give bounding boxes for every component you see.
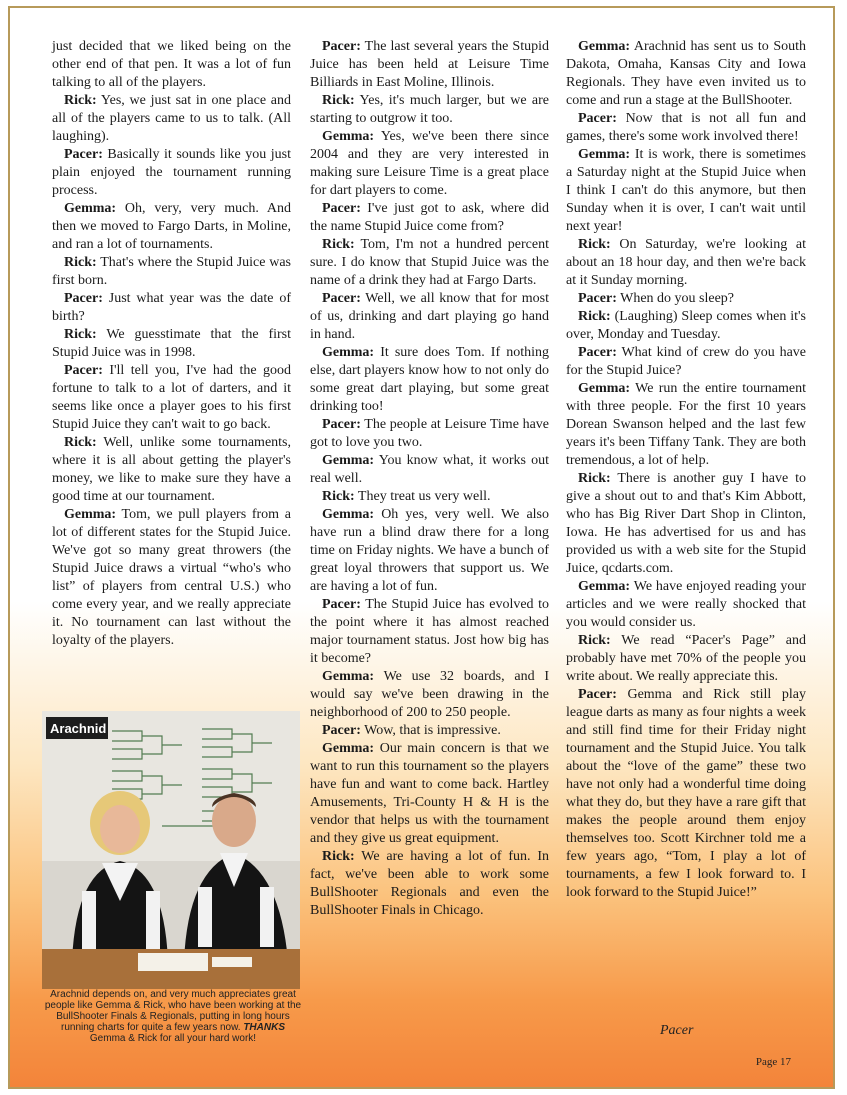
article-paragraph	[52, 38, 291, 92]
speaker-name: Rick:	[578, 309, 611, 324]
article-paragraph	[310, 92, 549, 128]
article-paragraph	[52, 254, 291, 290]
speaker-name: Gemma:	[322, 453, 375, 468]
speaker-name: Rick:	[64, 255, 97, 270]
paragraph-text: You know what, it works out real well.	[310, 453, 549, 486]
speaker-name: Pacer:	[322, 723, 361, 738]
caption-thanks: THANKS	[243, 1022, 285, 1033]
paragraph-text: Yes, it's much larger, but we are starting to outgrow it too.	[310, 93, 550, 126]
speaker-name: Pacer:	[578, 111, 617, 126]
paragraph-text: When do you sleep?	[620, 291, 735, 306]
paragraph-text: Gemma and Rick still play league darts as many as four nights a week and still find time for their Friday night tournament and the Stupid Juice. You talk about the “love of the game” these two have not only had a wonderful time doing what they do, but they have a rare gift that makes the people around them enjoy themselves too. Scott Kirchner told me a few years ago, “Tom, I play a lot of tournaments, a few I look forward to. I look forward to the Stupid Juice!”	[566, 687, 806, 900]
article-paragraph	[566, 110, 806, 146]
paragraph-text: They treat us very well.	[357, 489, 491, 504]
paragraph-text: The people at Leisure Time have got to love you two.	[310, 417, 549, 450]
paragraph-text: (Laughing) Sleep comes when it's over, Monday and Tuesday.	[566, 309, 806, 342]
article-paragraph	[52, 434, 291, 506]
paragraph-text: We use 32 boards, and I would say we've been drawing in the neighborhood of 200 to 250 people.	[310, 669, 549, 720]
speaker-name: Pacer:	[578, 687, 617, 702]
paragraph-text: Just what year was the date of birth?	[52, 291, 291, 324]
speaker-name: Pacer:	[322, 417, 361, 432]
speaker-name: Gemma:	[64, 201, 117, 216]
article-paragraph	[566, 38, 806, 110]
speaker-name: Rick:	[64, 93, 97, 108]
article-paragraph	[310, 596, 549, 668]
magazine-page	[8, 6, 835, 1089]
article-paragraph	[52, 506, 291, 650]
speaker-name: Gemma:	[322, 345, 375, 360]
paragraph-text: I'll tell you, I've had the good fortune to talk to a lot of darters, and it seems like once a player goes to his first Stupid Juice they can't wait to go back.	[52, 363, 292, 432]
caption-text: Arachnid depends on, and very much appreciates great people like Gemma & Rick, who have been working at the BullShooter Finals & Regionals, putting in long hours running charts for quite a few years now.	[44, 989, 302, 1033]
paragraph-text: We are having a lot of fun. In fact, we've been able to work some BullShooter Regionals and even the BullShooter Finals in Chicago.	[310, 849, 549, 918]
article-paragraph	[310, 848, 549, 920]
article-paragraph	[52, 362, 291, 434]
article-paragraph	[310, 722, 549, 740]
speaker-name: Pacer:	[322, 39, 361, 54]
speaker-name: Gemma:	[322, 741, 375, 756]
paragraph-text: Well, unlike some tournaments, where it is all about getting the player's money, we like to make sure they have a good time at our tournament.	[52, 435, 291, 504]
article-paragraph	[310, 290, 549, 344]
article-paragraph	[566, 470, 806, 578]
paragraph-text: Wow, that is impressive.	[364, 723, 501, 738]
article-paragraph	[310, 488, 549, 506]
paragraph-text: Tom, I'm not a hundred percent sure. I do know that Stupid Juice was the name of a drink they had at Fargo Darts.	[310, 237, 549, 288]
speaker-name: Pacer:	[64, 291, 103, 306]
article-column-3	[566, 38, 806, 902]
paragraph-text: We read “Pacer's Page” and probably have met 70% of the people you write about. We really appreciate this.	[566, 633, 807, 684]
paragraph-text: Yes, we just sat in one place and all of the players came to us to talk. (All laughing).	[52, 93, 291, 144]
paragraph-text: Our main concern is that we want to run this tournament so the players have fun and want to come back. Hartley Amusements, Tri-County H & H is the vendor that helps us with the tournament and they give us great equipment.	[310, 741, 549, 846]
paragraph-text: Oh, very, very much. And then we moved to Fargo Darts, in Moline, and ran a lot of tournaments.	[52, 201, 292, 252]
article-paragraph	[310, 416, 549, 452]
speaker-name: Rick:	[322, 93, 355, 108]
article-paragraph	[52, 146, 291, 200]
article-paragraph	[566, 380, 806, 470]
article-paragraph	[566, 290, 806, 308]
speaker-name: Rick:	[578, 633, 611, 648]
article-paragraph	[566, 236, 806, 290]
article-column-1	[52, 38, 291, 650]
article-paragraph	[566, 308, 806, 344]
article-paragraph	[52, 200, 291, 254]
paragraph-text: We have enjoyed reading your articles and we were really shocked that you would consider us.	[566, 579, 806, 630]
caption-rest: Gemma & Rick for all your hard work!	[89, 1033, 257, 1044]
article-paragraph	[566, 686, 806, 902]
article-paragraph	[566, 578, 806, 632]
article-paragraph	[310, 668, 549, 722]
speaker-name: Gemma:	[322, 129, 375, 144]
speaker-name: Pacer:	[322, 201, 361, 216]
speaker-name: Rick:	[322, 489, 355, 504]
paragraph-text: We guesstimate that the first Stupid Juice was in 1998.	[52, 327, 291, 360]
speaker-name: Gemma:	[578, 147, 631, 162]
article-paragraph	[310, 506, 549, 596]
paragraph-text: Now that is not all fun and games, there's some work involved there!	[566, 111, 807, 144]
article-paragraph	[52, 92, 291, 146]
paragraph-text: The Stupid Juice has evolved to the point where it has almost reached major tournament status. Jost how big has it become?	[310, 597, 550, 666]
speaker-name: Gemma:	[322, 669, 375, 684]
speaker-name: Rick:	[64, 327, 97, 342]
speaker-name: Pacer:	[64, 147, 103, 162]
speaker-name: Rick:	[578, 471, 611, 486]
speaker-name: Rick:	[64, 435, 97, 450]
speaker-name: Rick:	[322, 849, 355, 864]
page-number: Page 17	[755, 1056, 791, 1068]
speaker-name: Rick:	[322, 237, 355, 252]
article-paragraph	[310, 452, 549, 488]
paragraph-text: just decided that we liked being on the other end of that pen. It was a lot of fun talking to all of the players.	[52, 39, 291, 90]
paragraph-text: Basically it sounds like you just plain enjoyed the tournament running process.	[52, 147, 292, 198]
paragraph-text: Arachnid has sent us to South Dakota, Omaha, Kansas City and Iowa Regionals. They have even invited us to come and run a stage at the BullShooter.	[566, 39, 806, 108]
article-paragraph	[310, 236, 549, 290]
paragraph-text: It is work, there is sometimes a Saturday night at the Stupid Juice when I think I can't do this anymore, but then Sunday when it is over, I can't wait until next year!	[566, 147, 806, 234]
speaker-name: Pacer:	[322, 291, 361, 306]
paragraph-text: We run the entire tournament with three people. For the first 10 years Dorean Swanson helped and the last few years it's been Tiffany Tank. They are both tremendous, a lot of help.	[566, 381, 807, 468]
article-column-2	[310, 38, 549, 920]
paragraph-text: The last several years the Stupid Juice has been held at Leisure Time Billiards in East Moline, Illinois.	[310, 39, 550, 90]
paragraph-text: There is another guy I have to give a shout out to and that's Kim Abbott, who has Big River Dart Shop in Clinton, Iowa. He has advertised for us and has provided us with a web site for the Stupid Juice, qcdarts.com.	[566, 471, 806, 576]
speaker-name: Gemma:	[578, 39, 631, 54]
paragraph-text: On Saturday, we're looking at about an 18 hour day, and then we're back at it Sunday morning.	[566, 237, 807, 288]
speaker-name: Pacer:	[578, 345, 617, 360]
paragraph-text: That's where the Stupid Juice was first born.	[52, 255, 291, 288]
article-paragraph	[310, 344, 549, 416]
paragraph-text: It sure does Tom. If nothing else, dart players know how to not only do some great dart playing, but some great drinking too!	[310, 345, 549, 414]
article-paragraph	[566, 146, 806, 236]
article-paragraph	[310, 740, 549, 848]
speaker-name: Gemma:	[578, 579, 631, 594]
article-paragraph	[566, 632, 806, 686]
speaker-name: Rick:	[578, 237, 611, 252]
arachnid-logo: Arachnid	[50, 721, 107, 736]
paragraph-text: Oh yes, very well. We also have run a blind draw there for a long time on Friday nights. We have a bunch of great loyal throwers that support us. We are having a lot of fun.	[310, 507, 550, 594]
speaker-name: Pacer:	[322, 597, 361, 612]
paragraph-text: What kind of crew do you have for the Stupid Juice?	[566, 345, 806, 378]
article-paragraph	[310, 128, 549, 200]
photo-gemma-and-rick	[42, 711, 300, 989]
article-paragraph	[310, 38, 549, 92]
article-paragraph	[52, 290, 291, 326]
speaker-name: Pacer:	[64, 363, 103, 378]
speaker-name: Pacer:	[578, 291, 617, 306]
speaker-name: Gemma:	[578, 381, 631, 396]
article-paragraph	[310, 200, 549, 236]
paragraph-text: Well, we all know that for most of us, drinking and dart playing go hand in hand.	[310, 291, 549, 342]
paragraph-text: Tom, we pull players from a lot of different states for the Stupid Juice. We've got so many great throwers (the Stupid Juice draws a virtual “who's who list” of players from central U.S.) who come every year, and we really appreciate it. No tournament can last without the loyalty of the players.	[52, 507, 291, 648]
speaker-name: Gemma:	[322, 507, 375, 522]
photo-caption	[42, 989, 304, 1044]
speaker-name: Gemma:	[64, 507, 117, 522]
author-signature: Pacer	[660, 1023, 694, 1038]
paragraph-text: Yes, we've been there since 2004 and they are very interested in making sure Leisure Time is a great place for dart players to come.	[310, 129, 549, 198]
paragraph-text: I've just got to ask, where did the name Stupid Juice come from?	[310, 201, 549, 234]
article-paragraph	[566, 344, 806, 380]
article-paragraph	[52, 326, 291, 362]
